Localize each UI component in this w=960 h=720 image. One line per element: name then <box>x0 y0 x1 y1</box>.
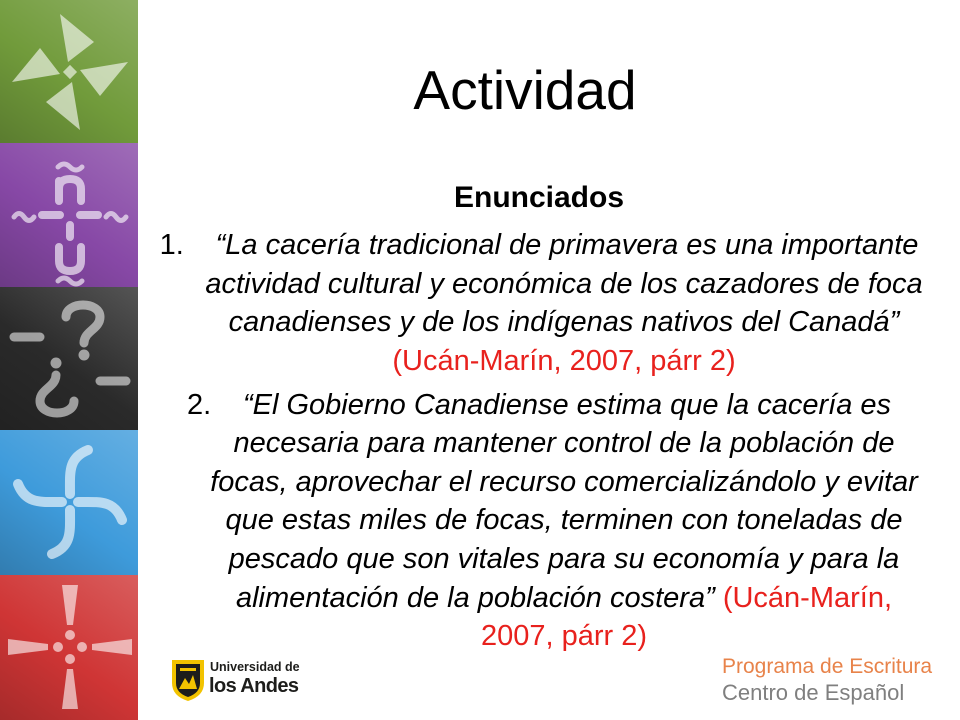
list-number: 1. <box>159 229 184 261</box>
program-logo <box>722 654 942 706</box>
list-number: 2. <box>186 388 212 421</box>
university-name-line1: Universidad de <box>210 660 300 674</box>
decorative-sidebar <box>0 0 138 720</box>
enye-cross-icon <box>0 143 138 287</box>
sidebar-tile-blue <box>0 430 138 575</box>
program-subtitle: Centro de Español <box>722 680 905 705</box>
sidebar-tile-purple <box>0 143 138 287</box>
pinwheel-icon <box>0 0 138 143</box>
list-item <box>153 386 925 656</box>
program-title: Programa de Escritura <box>722 655 933 678</box>
question-marks-icon <box>0 287 138 430</box>
swirl-icon <box>0 430 138 575</box>
sidebar-tile-black <box>0 287 138 430</box>
exclamation-cross-icon <box>0 575 138 720</box>
citation: (Ucán-Marín, 2007, párr 2) <box>392 344 736 377</box>
slide-body <box>153 179 925 656</box>
sidebar-tile-red <box>0 575 138 720</box>
sidebar-tile-green <box>0 0 138 143</box>
slide-title: Actividad <box>413 59 637 121</box>
list-item <box>153 226 925 380</box>
university-name-line2: los Andes <box>209 675 299 697</box>
citation: (Ucán-Marín, 2007, párr 2) <box>480 581 893 653</box>
quote-text: “La cacería tradicional de primavera es una importante actividad cultural y económica de los cazadores de foca canadienses y de los indígenas nativos del Canadá” <box>205 229 923 339</box>
slide-heading: Enunciados <box>453 181 625 214</box>
university-shield-icon <box>170 658 206 702</box>
university-logo <box>170 658 306 704</box>
quote-text: “El Gobierno Canadiense estima que la cacería es necesaria para mantener control de la población de focas, aprovechar el recurso comercializándolo y evitar que estas miles de focas, terminen con toneladas de pescado que son vitales para su economía y para la alimentación de la población costera” <box>210 388 918 614</box>
